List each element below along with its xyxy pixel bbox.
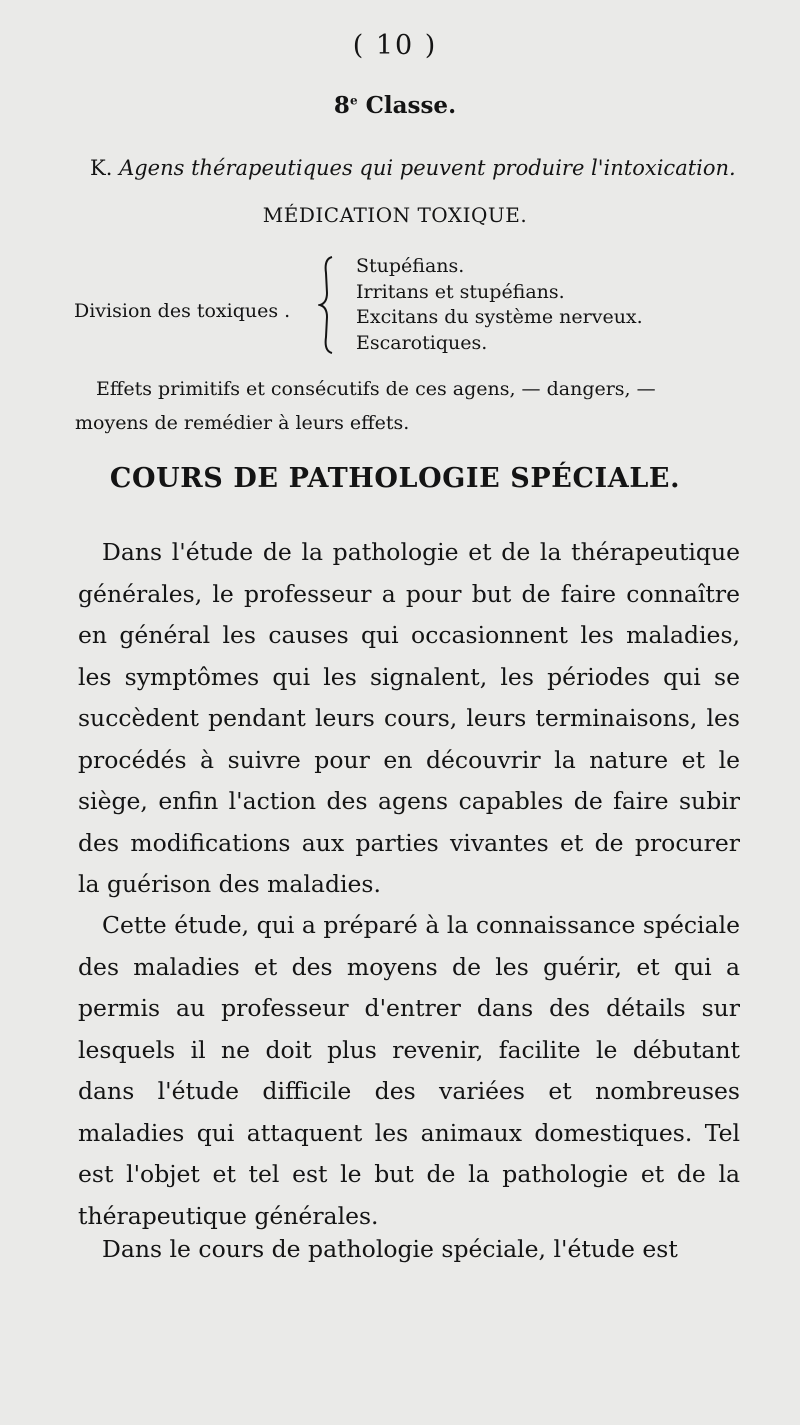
class-heading — [0, 92, 790, 119]
section-heading: COURS DE PATHOLOGIE SPÉCIALE. — [109, 463, 681, 494]
paragraph-text: Dans l'étude de la pathologie et de la thérapeutique générales, le professeur a pour but de faire connaître en général les causes qui occasionnent les maladies, les symptômes qui les signalent, les périodes qui se succèdent pendant leurs cours, leurs terminaisons, les procédés à suivre pour en découvrir la nature et le siège, enfin l'action des agens capables de faire subir des modifications aux parties vivantes et de procurer la guérison des maladies. — [78, 538, 740, 898]
toxique-item: Irritans et stupéfians. — [356, 280, 565, 303]
agents-description: Agens thérapeutiques qui peuvent produire l'intoxication. — [119, 156, 736, 180]
paragraph-text: Cette étude, qui a préparé à la connaissance spéciale des maladies et des moyens de les guérir, et qui a permis au professeur d'entrer dans des détails sur lesquels il ne doit plus revenir, facilite le débutant dans l'étude difficile des variées et nombreuses maladies qui attaquent les animaux domestiques. Tel est l'objet et tel est le but de la pathologie et de la thérapeutique générales. — [78, 911, 740, 1230]
body-paragraph-2 — [78, 905, 740, 1237]
body-paragraph-1 — [78, 532, 740, 906]
class-number-suffix: e — [349, 93, 358, 108]
toxiques-list — [356, 254, 643, 356]
body-paragraph-3 — [78, 1229, 740, 1271]
division-label: Division des toxiques . — [74, 300, 291, 322]
effets-line-1: Effets primitifs et consécutifs de ces agens, — dangers, — — [96, 378, 656, 400]
page-number: ( 10 ) — [352, 30, 438, 61]
class-word: Classe. — [365, 92, 457, 119]
class-number: 8 — [333, 92, 350, 119]
curly-brace-icon — [318, 255, 340, 355]
medication-title: MÉDICATION TOXIQUE. — [262, 203, 528, 227]
agents-letter: K. — [90, 156, 113, 180]
paragraph-text: Dans le cours de pathologie spéciale, l'étude est — [102, 1235, 678, 1263]
toxique-item: Escarotiques. — [356, 331, 488, 354]
toxique-item: Stupéfians. — [356, 255, 465, 277]
toxique-item: Excitans du système nerveux. — [356, 306, 643, 328]
effets-line-2: moyens de remédier à leurs effets. — [75, 412, 410, 434]
agents-definition — [90, 156, 736, 180]
